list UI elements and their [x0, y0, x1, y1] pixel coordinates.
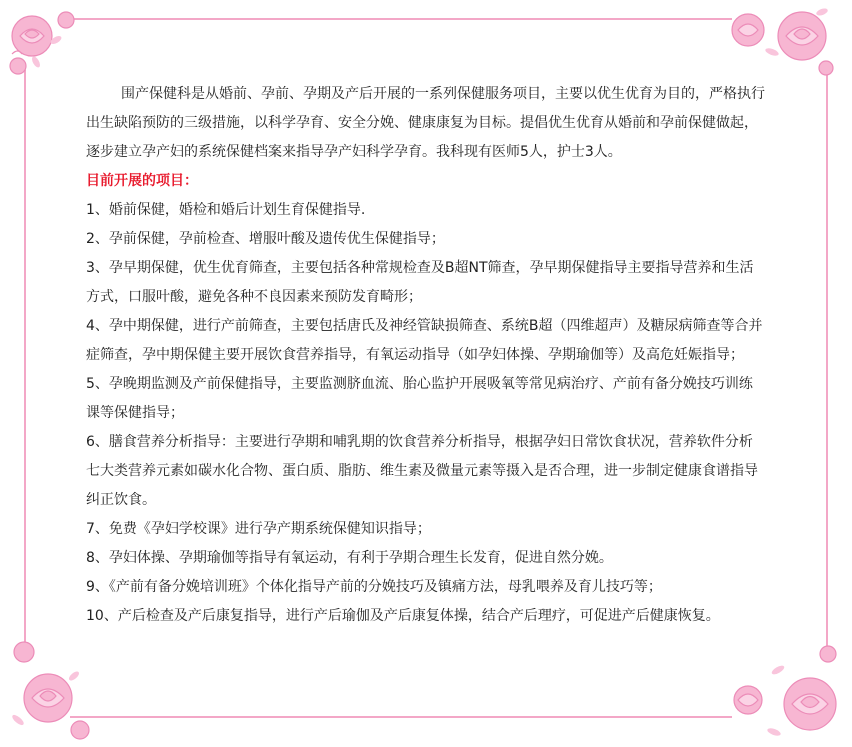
list-item: 1、婚前保健，婚检和婚后计划生育保健指导. [86, 202, 366, 218]
list-item: 3、孕早期保健，优生优育筛查，主要包括各种常规检查及B超NT筛查，孕早期保健指导主要指导营养和生活方式，口服叶酸，避免各种不良因素来预防发育畸形； [86, 260, 754, 305]
rose-corner-bottom-left-icon [4, 636, 94, 744]
list-item: 5、孕晚期监测及产前保健指导，主要监测脐血流、胎心监护开展吸氧等常见病治疗、产前有备分娩技巧训练课等保健指导； [86, 376, 753, 421]
rose-corner-top-left-icon [6, 6, 86, 86]
frame-left-border [24, 70, 26, 657]
list-item: 6、膳食营养分析指导：主要进行孕期和哺乳期的饮食营养分析指导，根据孕妇日常饮食状况，营养软件分析七大类营养元素如碳水化合物、蛋白质、脂肪、维生素及微量元素等摄入是否合理，进一步制定健康食谱指导纠正饮食。 [86, 434, 758, 508]
document-body [86, 80, 766, 631]
intro-paragraph: 围产保健科是从婚前、孕前、孕期及产后开展的一系列保健服务项目，主要以优生优育为目的，严格执行出生缺陷预防的三级措施，以科学孕育、安全分娩、健康康复为目标。提倡优生优育从婚前和孕前保健做起，逐步建立孕产妇的系统保健档案来指导孕产妇科学孕育。我科现有医师5人，护士3人。 [86, 86, 765, 160]
list-item: 7、免费《孕妇学校课》进行孕产期系统保健知识指导； [86, 521, 431, 537]
frame-bottom-border [70, 716, 732, 718]
list-item: 4、孕中期保健，进行产前筛查，主要包括唐氏及神经管缺损筛查、系统B超（四维超声）及糖尿病筛查等合并症筛查，孕中期保健主要开展饮食营养指导，有氧运动指导（如孕妇体操、孕期瑜伽等）及高危妊娠指导； [86, 318, 763, 363]
section-title: 目前开展的项目： [86, 173, 198, 189]
frame-right-border [826, 70, 828, 657]
list-item: 10、产后检查及产后康复指导，进行产后瑜伽及产后康复体操，结合产后理疗，可促进产后健康恢复。 [86, 608, 720, 624]
list-item: 8、孕妇体操、孕期瑜伽等指导有氧运动，有利于孕期合理生长发育，促进自然分娩。 [86, 550, 613, 566]
list-item: 9、《产前有备分娩培训班》个体化指导产前的分娩技巧及镇痛方法，母乳喂养及育儿技巧等； [86, 579, 662, 595]
rose-corner-top-right-icon [718, 4, 838, 86]
frame-top-border [70, 18, 732, 20]
rose-corner-bottom-right-icon [724, 640, 848, 744]
list-item: 2、孕前保健，孕前检查、增服叶酸及遗传优生保健指导； [86, 231, 445, 247]
